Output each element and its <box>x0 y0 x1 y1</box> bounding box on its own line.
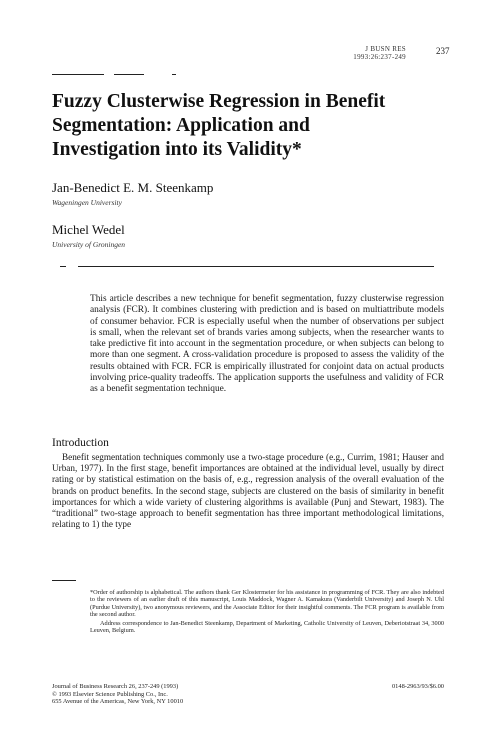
journal-citation: 1993:26:237-249 <box>353 53 406 61</box>
author-affiliation: University of Groningen <box>52 240 126 249</box>
issn-code: 0148-2963/93/$6.00 <box>391 683 444 690</box>
abstract-separator-tick <box>60 266 66 267</box>
top-rule-segment <box>172 74 176 75</box>
footnote-separator <box>52 580 76 581</box>
page-number: 237 <box>436 46 450 56</box>
top-rule-segment <box>114 74 144 75</box>
journal-header <box>286 45 406 61</box>
journal-code: J BUSN RES <box>365 45 406 53</box>
publisher-info <box>52 683 272 706</box>
abstract: This article describes a new technique for benefit segmentation, fuzzy clusterwise regression analysis (FCR). It combines clustering with prediction and is based on multiattribute models of consumer behavior. FCR is especially useful when the number of observations per subject is small, when the relevant set of brands varies among subjects, when the researcher wants to take predictive fit into account in the segmentation procedure, or when subjects can belong to more than one segment. A cross-validation procedure is proposed to assess the validity of the results obtained with FCR. FCR is empirically illustrated for conjoint data on actual products involving price-quality tradeoffs. The application supports the usefulness and validity of FCR as a benefit segmentation technique. <box>90 294 444 395</box>
publisher-address: 655 Avenue of the Americas, New York, NY 10010 <box>52 698 184 706</box>
body-paragraph: Benefit segmentation techniques commonly use a two-stage procedure (e.g., Currim, 1981; Hauser and Urban, 1977). In the first stage, benefit importances are obtained at the individual level, usually by direct rating or by statistical estimation on the basis of, e.g., regression analysis of the overall evaluation of the brands on product benefits. In the second stage, subjects are clustered on the basis of similarity in benefit importances for which a wide variety of clustering algorithms is available (Punj and Stewart, 1983). The “traditional” two-stage approach to benefit segmentation has three important methodological limitations, relating to 1) the type <box>52 452 444 530</box>
journal-citation-line: Journal of Business Research 26, 237-249 (1993) <box>52 683 179 690</box>
correspondence-footnote: Address correspondence to Jan-Benedict Steenkamp, Department of Marketing, Catholic University of Leuven, Deberiotstraat 34, 3000 Leuven, Belgium. <box>90 620 444 635</box>
author-affiliation: Wageningen University <box>52 198 122 207</box>
acknowledgment-footnote: *Order of authorship is alphabetical. The authors thank Ger Klostermeier for his assistance in programming of FCR. They are also indebted to the reviewers of an earlier draft of this manuscript, Louis Maddock, Wagner A. Kamakura (Vanderbilt University) and Joseph N. Uhl (Purdue University), two anonymous reviewers, and the Associate Editor for their insightful comments. The FCR program is available from the second author. <box>90 589 444 619</box>
top-rule-segment <box>52 74 104 75</box>
author-name: Jan-Benedict E. M. Steenkamp <box>52 180 214 195</box>
section-heading: Introduction <box>52 437 109 449</box>
author-name: Michel Wedel <box>52 222 125 237</box>
article-title: Fuzzy Clusterwise Regression in Benefit Segmentation: Application and Investigation into its Validity* <box>52 91 386 160</box>
copyright-line: © 1993 Elsevier Science Publishing Co., Inc. <box>52 690 168 698</box>
abstract-separator-rule <box>78 266 434 267</box>
